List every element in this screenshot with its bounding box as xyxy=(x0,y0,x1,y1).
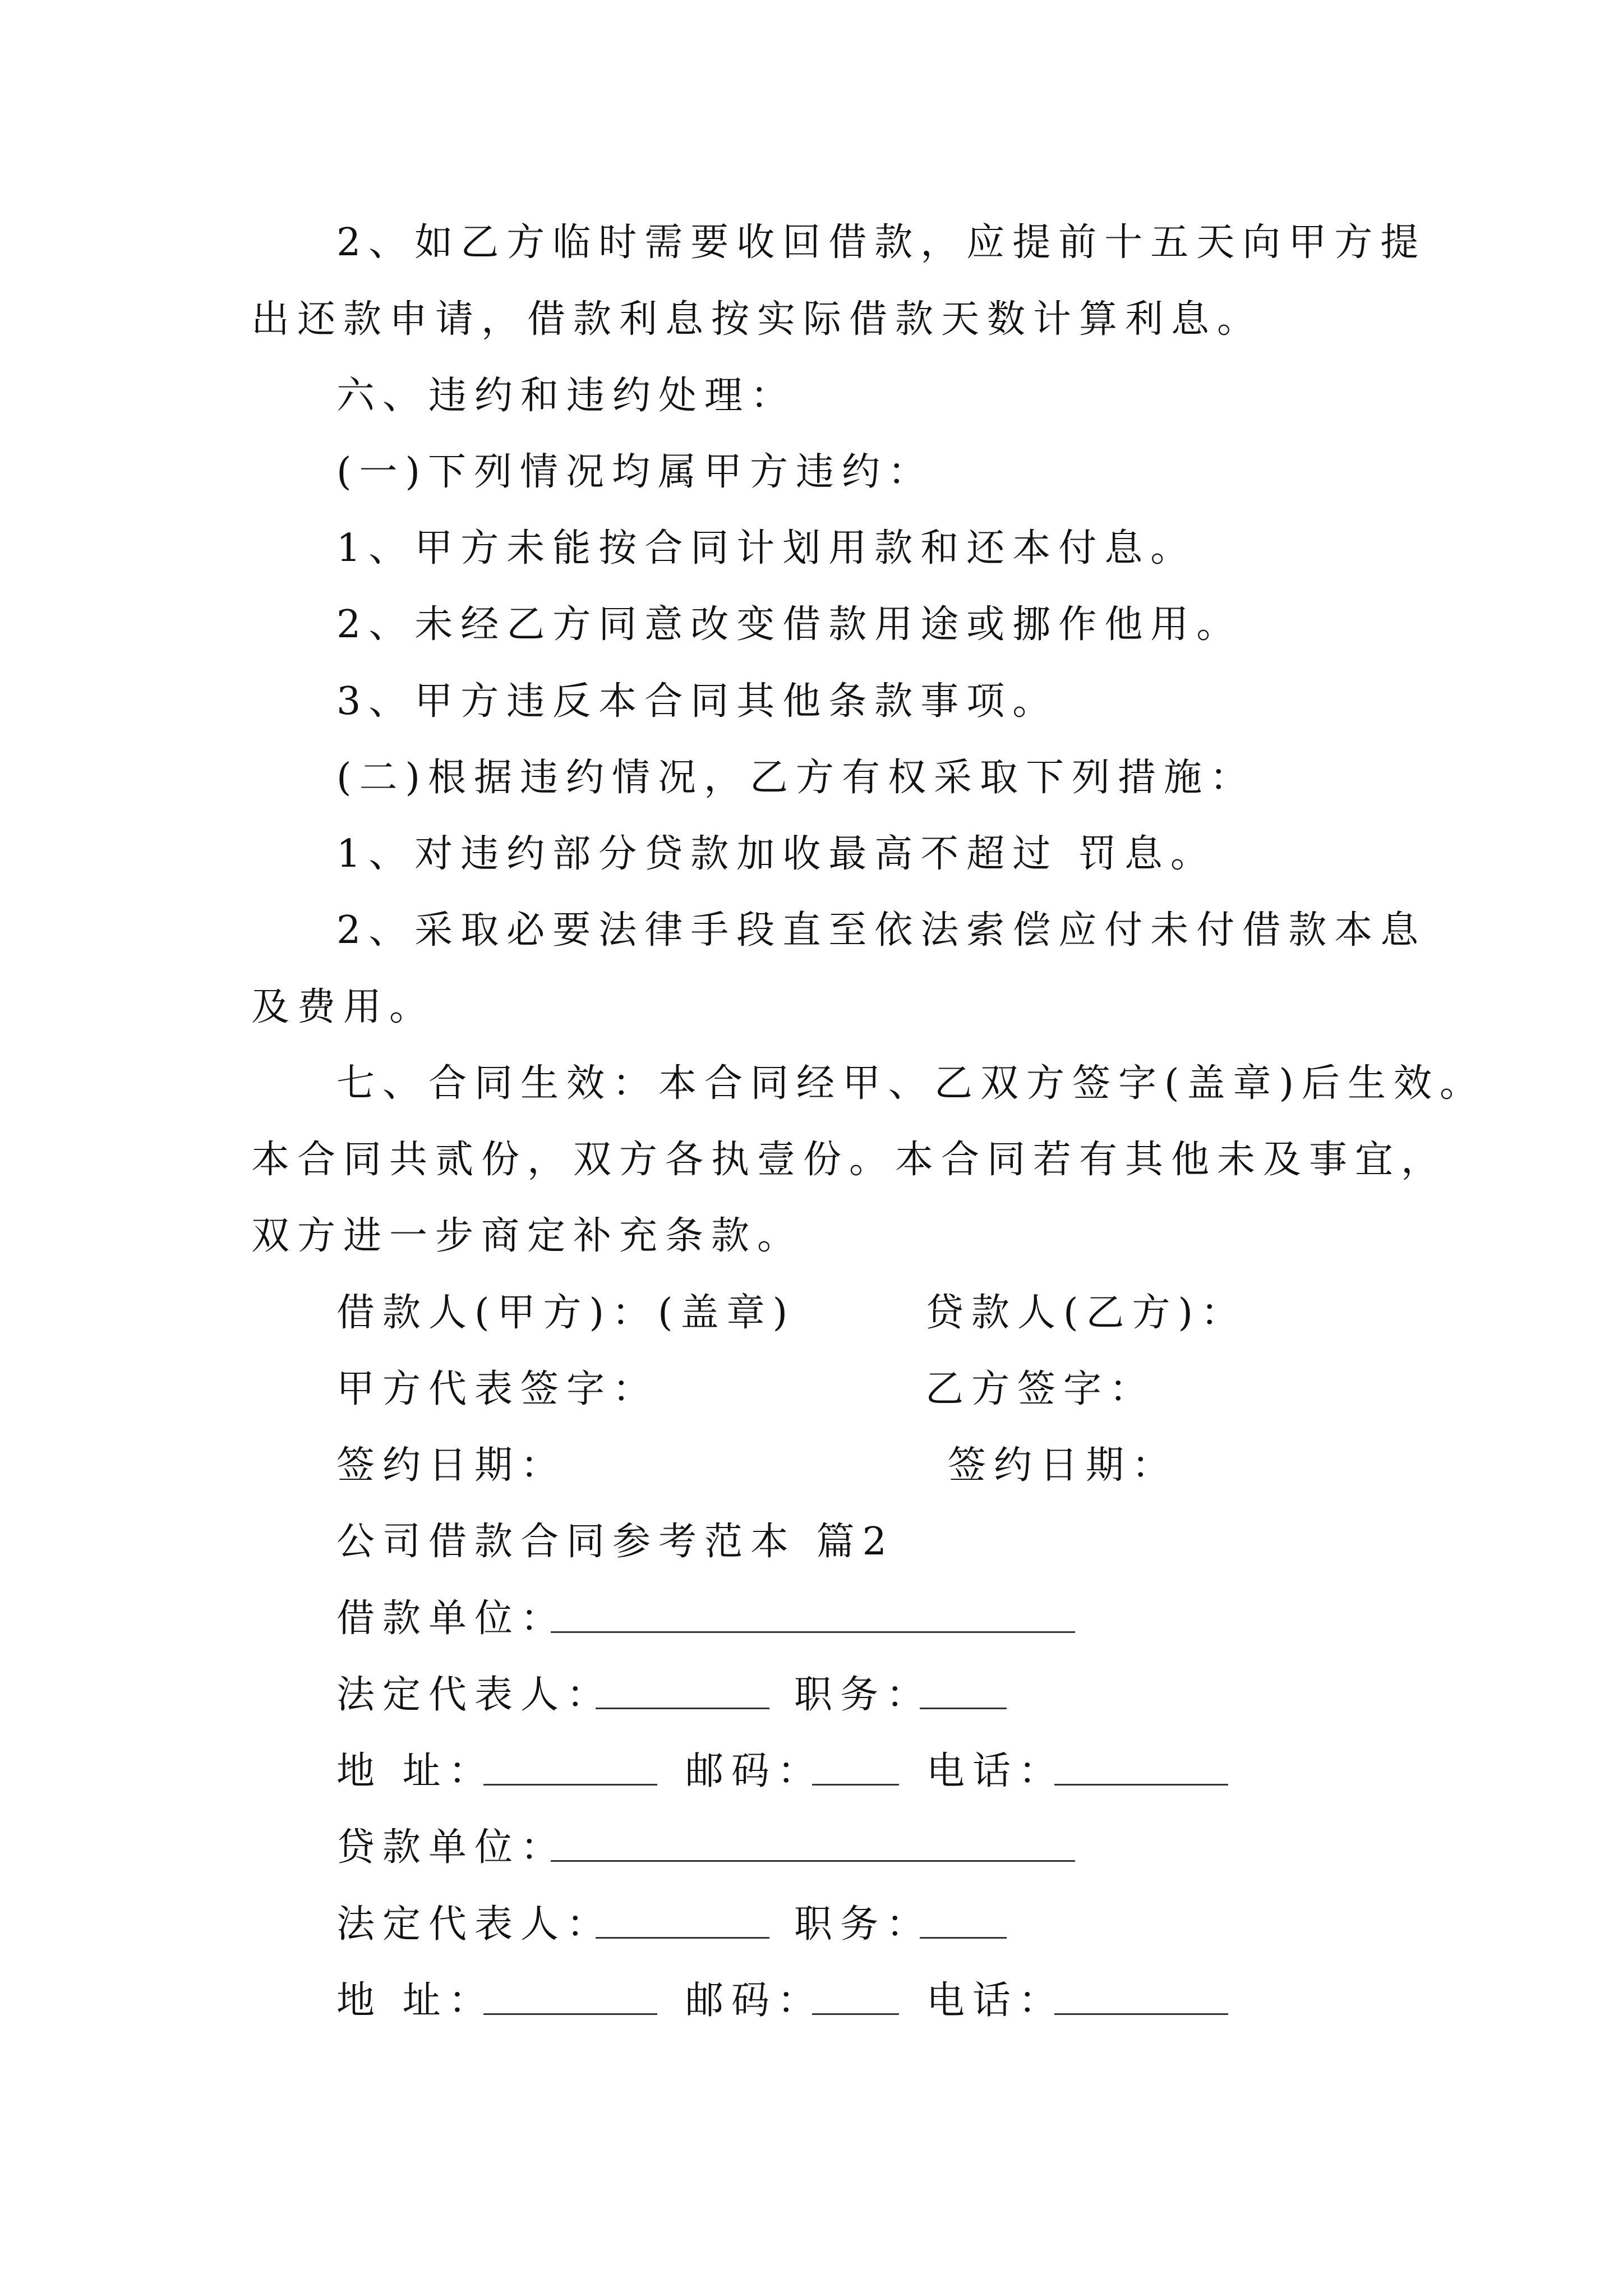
lender-legal-rep-field[interactable] xyxy=(596,1906,769,1945)
lender-label: 贷款人(乙方)： xyxy=(925,1291,1247,1335)
lender-postcode-field[interactable] xyxy=(812,1982,899,2022)
borrower-date-label: 签约日期： xyxy=(336,1443,567,1488)
lender-sign-label: 乙方签字： xyxy=(925,1367,1156,1411)
clause-7-line-2: 本合同共贰份，双方各执壹份。本合同若有其他未及事宜， xyxy=(251,1138,1447,1182)
clause-7-line-3: 双方进一步商定补充条款。 xyxy=(251,1214,804,1258)
clause-5-item-2-line-1: 2、如乙方临时需要收回借款，应提前十五天向甲方提 xyxy=(336,220,1427,265)
lender-position-label: 职务： xyxy=(794,1902,933,1947)
lender-position-field[interactable] xyxy=(920,1906,1007,1945)
borrower-rep-sign-label: 甲方代表签字： xyxy=(336,1367,659,1411)
lender-postcode-label: 邮码： xyxy=(685,1978,824,2023)
clause-5-item-2-line-2: 出还款申请，借款利息按实际借款天数计算利息。 xyxy=(251,297,1264,342)
borrower-phone-field[interactable] xyxy=(1054,1752,1228,1792)
borrower-address-field[interactable] xyxy=(483,1752,657,1792)
clause-6-sub1-item-3: 3、甲方违反本合同其他条款事项。 xyxy=(336,679,1059,724)
lender-address-field[interactable] xyxy=(483,1982,657,2022)
template-2-title: 公司借款合同参考范本 篇2 xyxy=(336,1520,895,1564)
clause-6-sub1-heading: (一)下列情况均属甲方违约： xyxy=(336,450,934,494)
lender-date-label: 签约日期： xyxy=(948,1443,1178,1488)
lender-unit-label: 贷款单位： xyxy=(336,1825,567,1870)
borrower-address-label: 地 址： xyxy=(336,1749,495,1793)
borrower-unit-label: 借款单位： xyxy=(336,1596,567,1641)
borrower-phone-label: 电话： xyxy=(926,1749,1065,1793)
clause-6-sub2-item-2-line-1: 2、采取必要法律手段直至依法索偿应付未付借款本息 xyxy=(336,908,1427,953)
borrower-legal-rep-field[interactable] xyxy=(596,1676,769,1716)
borrower-position-field[interactable] xyxy=(920,1676,1007,1716)
borrower-legal-rep-label: 法定代表人： xyxy=(336,1673,613,1717)
borrower-postcode-field[interactable] xyxy=(812,1752,899,1792)
lender-unit-field[interactable] xyxy=(551,1829,1075,1869)
lender-phone-field[interactable] xyxy=(1054,1982,1228,2022)
lender-legal-rep-label: 法定代表人： xyxy=(336,1902,613,1947)
borrower-label: 借款人(甲方)：(盖章) xyxy=(336,1291,796,1335)
clause-6-heading: 六、违约和违约处理： xyxy=(336,374,797,418)
clause-6-sub2-item-1: 1、对违约部分贷款加收最高不超过 罚息。 xyxy=(336,832,1216,876)
borrower-postcode-label: 邮码： xyxy=(685,1749,824,1793)
clause-6-sub2-heading: (二)根据违约情况，乙方有权采取下列措施： xyxy=(336,756,1256,800)
borrower-unit-field[interactable] xyxy=(551,1600,1075,1640)
clause-6-sub1-item-2: 2、未经乙方同意改变借款用途或挪作他用。 xyxy=(336,602,1243,647)
lender-phone-label: 电话： xyxy=(926,1978,1065,2023)
clause-6-sub1-item-1: 1、甲方未能按合同计划用款和还本付息。 xyxy=(336,526,1197,570)
borrower-position-label: 职务： xyxy=(794,1673,933,1717)
clause-6-sub2-item-2-line-2: 及费用。 xyxy=(251,985,436,1029)
lender-address-label: 地 址： xyxy=(336,1978,495,2023)
clause-7-line-1: 七、合同生效：本合同经甲、乙双方签字(盖章)后生效。 xyxy=(336,1061,1486,1106)
